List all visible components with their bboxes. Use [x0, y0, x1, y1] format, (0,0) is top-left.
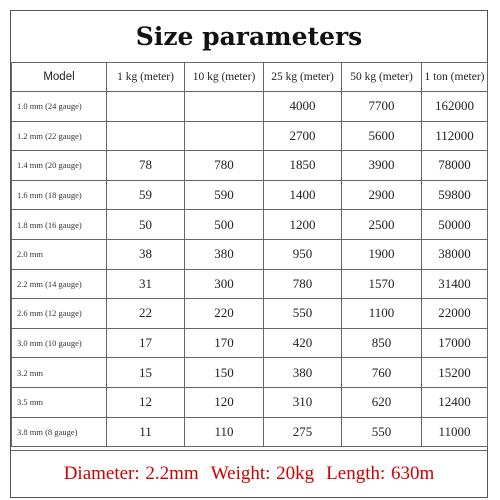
length-cell: 31	[107, 269, 185, 299]
length-cell: 15	[107, 358, 185, 388]
length-cell: 50	[107, 210, 185, 240]
column-header-25kg: 25 kg (meter)	[264, 63, 342, 92]
length-cell: 31400	[422, 269, 488, 299]
length-cell: 2700	[264, 121, 342, 151]
length-cell	[185, 92, 264, 122]
length-cell: 620	[342, 387, 422, 417]
length-cell: 590	[185, 180, 264, 210]
length-cell: 38000	[422, 239, 488, 269]
size-parameters-card	[10, 10, 488, 498]
length-cell: 3900	[342, 151, 422, 181]
length-cell: 1850	[264, 151, 342, 181]
table-row	[12, 358, 488, 388]
table-row	[12, 180, 488, 210]
model-cell: 2.0 mm	[12, 239, 107, 269]
specification-footer	[11, 450, 487, 497]
model-cell: 2.2 mm (14 gauge)	[12, 269, 107, 299]
length-text: Length: 630m	[326, 463, 435, 484]
model-cell: 1.6 mm (18 gauge)	[12, 180, 107, 210]
length-cell: 15200	[422, 358, 488, 388]
length-cell: 12400	[422, 387, 488, 417]
length-cell	[107, 92, 185, 122]
length-cell: 850	[342, 328, 422, 358]
length-cell: 22000	[422, 299, 488, 329]
length-cell: 310	[264, 387, 342, 417]
length-cell: 780	[185, 151, 264, 181]
length-cell: 59800	[422, 180, 488, 210]
length-cell: 12	[107, 387, 185, 417]
page-title: Size parameters	[11, 11, 487, 63]
column-header-1ton: 1 ton (meter)	[422, 63, 488, 92]
length-cell: 4000	[264, 92, 342, 122]
length-cell: 2500	[342, 210, 422, 240]
table-row	[12, 92, 488, 122]
length-cell: 380	[185, 239, 264, 269]
length-cell: 550	[342, 417, 422, 447]
table-row	[12, 417, 488, 447]
length-cell: 7700	[342, 92, 422, 122]
length-cell: 760	[342, 358, 422, 388]
column-header-10kg: 10 kg (meter)	[185, 63, 264, 92]
length-cell: 420	[264, 328, 342, 358]
length-cell: 1200	[264, 210, 342, 240]
length-cell: 78000	[422, 151, 488, 181]
table-row	[12, 328, 488, 358]
length-cell: 120	[185, 387, 264, 417]
length-cell	[185, 121, 264, 151]
weight-text: Weight: 20kg	[210, 463, 315, 484]
length-cell: 550	[264, 299, 342, 329]
length-cell: 17000	[422, 328, 488, 358]
length-cell: 2900	[342, 180, 422, 210]
length-cell: 275	[264, 417, 342, 447]
model-cell: 1.0 mm (24 gauge)	[12, 92, 107, 122]
table-row	[12, 210, 488, 240]
size-parameters-table	[11, 62, 488, 447]
length-cell: 162000	[422, 92, 488, 122]
length-cell: 220	[185, 299, 264, 329]
diameter-text: Diameter: 2.2mm	[63, 463, 199, 484]
length-cell: 38	[107, 239, 185, 269]
model-cell: 3.0 mm (10 gauge)	[12, 328, 107, 358]
length-cell: 500	[185, 210, 264, 240]
length-cell: 59	[107, 180, 185, 210]
length-cell	[107, 121, 185, 151]
column-header-50kg: 50 kg (meter)	[342, 63, 422, 92]
length-cell: 11	[107, 417, 185, 447]
table-row	[12, 269, 488, 299]
model-cell: 1.8 mm (16 gauge)	[12, 210, 107, 240]
column-header-1kg: 1 kg (meter)	[107, 63, 185, 92]
model-cell: 3.5 mm	[12, 387, 107, 417]
table-header-row	[12, 63, 488, 92]
length-cell: 950	[264, 239, 342, 269]
model-cell: 2.6 mm (12 gauge)	[12, 299, 107, 329]
table-row	[12, 299, 488, 329]
model-cell: 1.4 mm (20 gauge)	[12, 151, 107, 181]
length-cell: 380	[264, 358, 342, 388]
length-cell: 78	[107, 151, 185, 181]
table-row	[12, 151, 488, 181]
length-cell: 5600	[342, 121, 422, 151]
length-cell: 110	[185, 417, 264, 447]
length-cell: 112000	[422, 121, 488, 151]
length-cell: 1100	[342, 299, 422, 329]
table-row	[12, 121, 488, 151]
length-cell: 1570	[342, 269, 422, 299]
model-cell: 3.8 mm (8 gauge)	[12, 417, 107, 447]
table-row	[12, 387, 488, 417]
length-cell: 22	[107, 299, 185, 329]
length-cell: 11000	[422, 417, 488, 447]
length-cell: 1900	[342, 239, 422, 269]
length-cell: 150	[185, 358, 264, 388]
model-cell: 3.2 mm	[12, 358, 107, 388]
column-header-model: Model	[12, 63, 107, 92]
length-cell: 17	[107, 328, 185, 358]
table-row	[12, 239, 488, 269]
length-cell: 1400	[264, 180, 342, 210]
length-cell: 300	[185, 269, 264, 299]
model-cell: 1.2 mm (22 gauge)	[12, 121, 107, 151]
length-cell: 170	[185, 328, 264, 358]
length-cell: 50000	[422, 210, 488, 240]
length-cell: 780	[264, 269, 342, 299]
